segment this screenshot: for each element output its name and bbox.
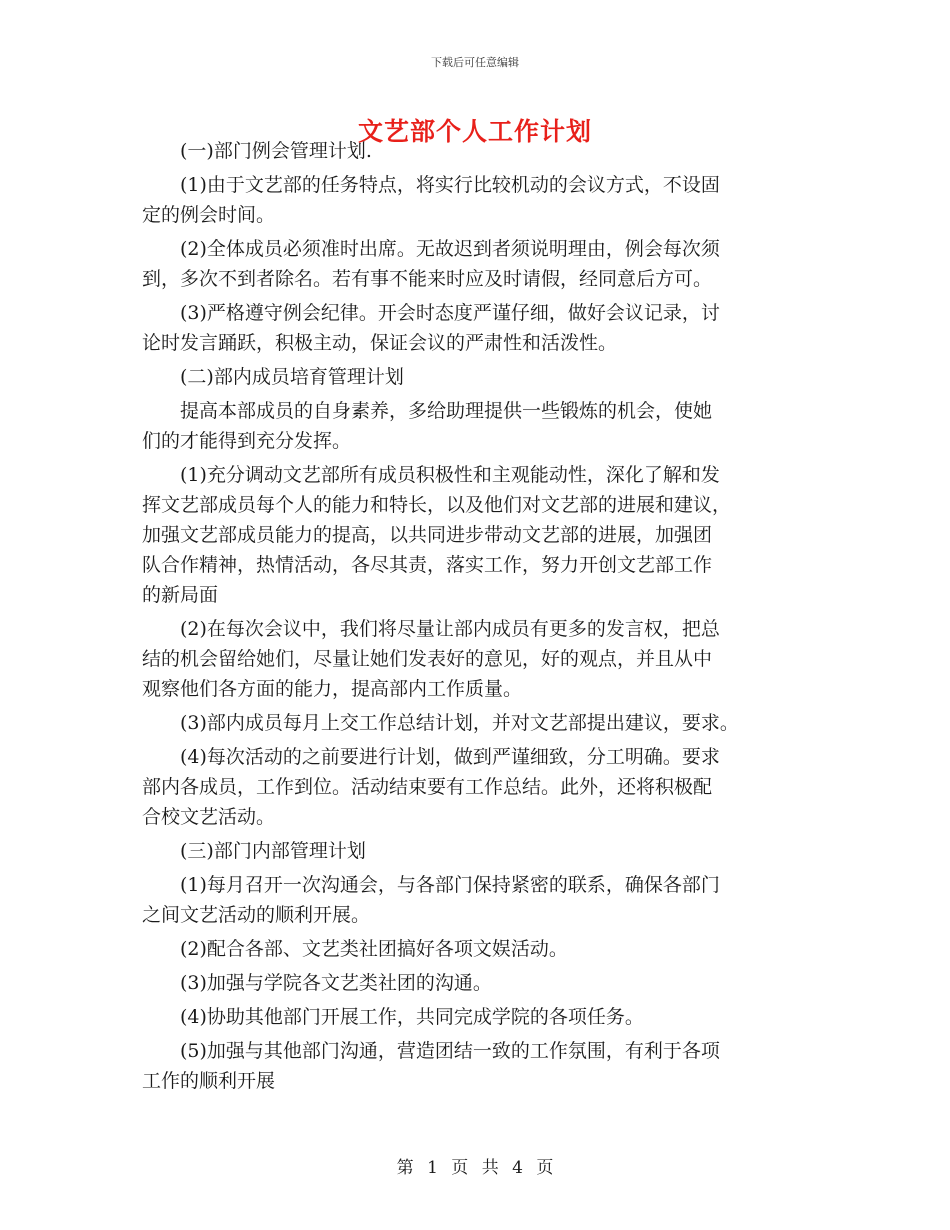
paragraph-line: 们的才能得到充分发挥。 [142,430,352,452]
paragraph [142,136,822,166]
paragraph [142,968,822,998]
paragraph-line: (2)在每次会议中，我们将尽量让部内成员有更多的发言权，把总 [180,618,720,640]
paragraph-line: (4)每次活动的之前要进行计划，做到严谨细致，分工明确。要求 [180,746,720,768]
paragraph-line: 论时发言踊跃，积极主动，保证会议的严肃性和活泼性。 [142,332,618,354]
document-title: 文艺部个人工作计划 [357,117,592,146]
paragraph-line: (2)配合各部、文艺类社团搞好各项文娱活动。 [180,938,568,960]
paragraph [142,1036,822,1096]
paragraph [142,1002,822,1032]
paragraph [142,234,822,294]
paragraph-line: (1)充分调动文艺部所有成员积极性和主观能动性，深化了解和发 [180,464,720,486]
paragraph [142,460,822,610]
paragraph-line: 合校文艺活动。 [142,806,276,828]
page-header: 下载后可任意编辑 [431,56,519,69]
paragraph-line: (二)部内成员培育管理计划 [180,366,404,388]
paragraph [142,614,822,704]
paragraph [142,170,822,230]
paragraph [142,870,822,930]
page-footer: 第 1 页 共 4 页 [396,1158,554,1178]
paragraph-line: 的新局面 [142,584,219,606]
paragraph-line: 加强文艺部成员能力的提高，以共同进步带动文艺部的进展，加强团 [142,524,713,546]
paragraph-line: (3)严格遵守例会纪律。开会时态度严谨仔细，做好会议记录，讨 [180,302,720,324]
paragraph-line: (1)每月召开一次沟通会，与各部门保持紧密的联系，确保各部门 [180,874,720,896]
paragraph-line: (3)部内成员每月上交工作总结计划，并对文艺部提出建议，要求。 [180,712,739,734]
paragraph-line: 挥文艺部成员每个人的能力和特长，以及他们对文艺部的进展和建议， [142,494,732,516]
paragraph-line: 提高本部成员的自身素养，多给助理提供一些锻炼的机会，使她 [180,400,713,422]
paragraph-line: 部内各成员，工作到位。活动结束要有工作总结。此外，还将积极配 [142,776,713,798]
paragraph [142,396,822,456]
paragraph-line: (1)由于文艺部的任务特点，将实行比较机动的会议方式，不设固 [180,174,720,196]
document-body [142,136,822,1100]
paragraph [142,836,822,866]
paragraph-line: (2)全体成员必须准时出席。无故迟到者须说明理由，例会每次须 [180,238,720,260]
paragraph-line: 到，多次不到者除名。若有事不能来时应及时请假，经同意后方可。 [142,268,713,290]
paragraph-line: 定的例会时间。 [142,204,276,226]
paragraph-line: 观察他们各方面的能力，提高部内工作质量。 [142,678,523,700]
paragraph [142,708,822,738]
paragraph [142,298,822,358]
paragraph-line: 工作的顺利开展 [142,1070,276,1092]
paragraph [142,742,822,832]
paragraph [142,362,822,392]
paragraph-line: 之间文艺活动的顺利开展。 [142,904,371,926]
paragraph-line: 结的机会留给她们，尽量让她们发表好的意见，好的观点，并且从中 [142,648,713,670]
paragraph-line: 队合作精神，热情活动，各尽其责，落实工作，努力开创文艺部工作 [142,554,713,576]
paragraph-line: (3)加强与学院各文艺类社团的沟通。 [180,972,492,994]
paragraph-line: (三)部门内部管理计划 [180,840,366,862]
paragraph-line: (5)加强与其他部门沟通，营造团结一致的工作氛围，有利于各项 [180,1040,720,1062]
paragraph-line: (一)部门例会管理计划. [180,140,372,162]
paragraph-line: (4)协助其他部门开展工作，共同完成学院的各项任务。 [180,1006,644,1028]
paragraph [142,934,822,964]
